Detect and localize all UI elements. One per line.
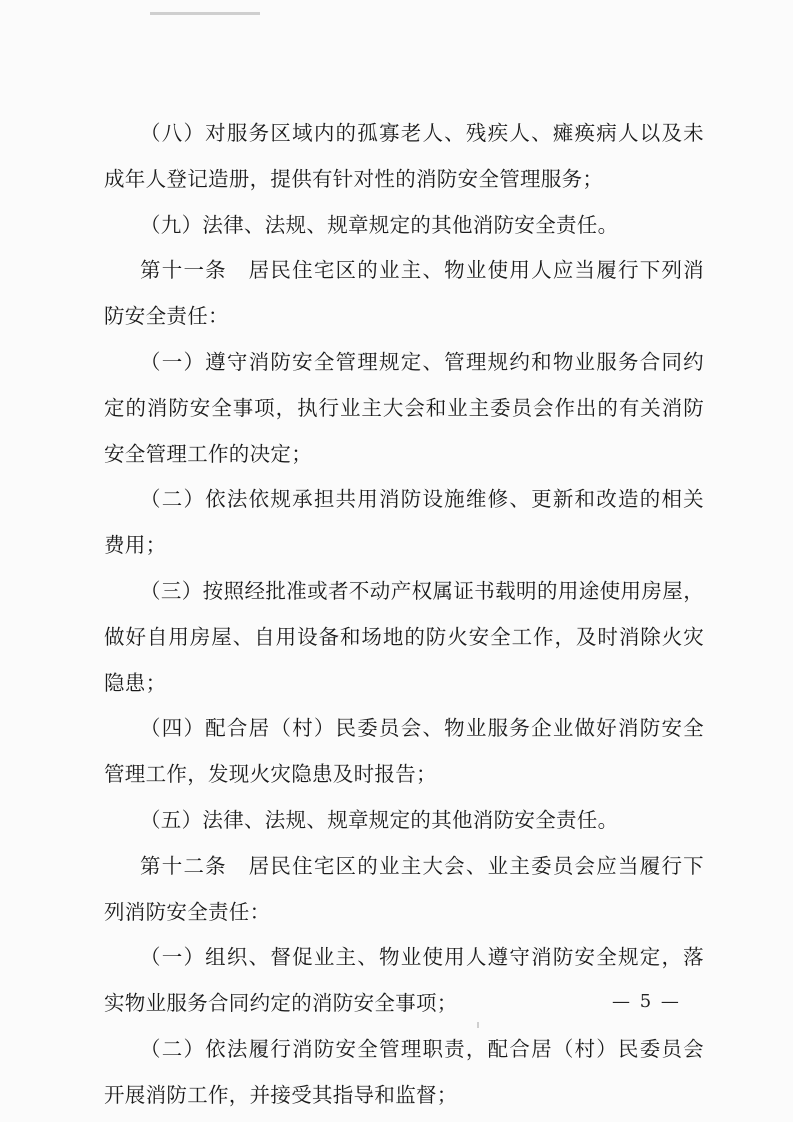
text-line: （二）依法依规承担共用消防设施维修、更新和改造的相关 <box>140 487 704 512</box>
text-line: 费用； <box>104 533 167 558</box>
text-line: 列消防安全责任： <box>104 899 271 924</box>
text-line: （三）按照经批准或者不动产权属证书载明的用途使用房屋， <box>140 578 704 603</box>
scan-mark <box>150 12 260 15</box>
text-line: （五）法律、法规、规章规定的其他消防安全责任。 <box>140 807 619 832</box>
text-line: （九）法律、法规、规章规定的其他消防安全责任。 <box>140 212 619 237</box>
text-line: （一）组织、督促业主、物业使用人遵守消防安全规定，落 <box>140 945 704 970</box>
text-line: 成年人登记造册，提供有针对性的消防安全管理服务； <box>104 166 604 191</box>
text-line: 防安全责任： <box>104 304 229 329</box>
text-line: 开展消防工作，并接受其指导和监督； <box>104 1082 458 1107</box>
text-line: 实物业服务合同约定的消防安全事项； <box>104 991 458 1016</box>
page-number: — 5 — <box>612 991 681 1012</box>
text-line: （八）对服务区域内的孤寡老人、残疾人、瘫痪病人以及未 <box>140 121 704 145</box>
text-line: （一）遵守消防安全管理规定、管理规约和物业服务合同约 <box>140 349 704 374</box>
text-line: （四）配合居（村）民委员会、物业服务企业做好消防安全 <box>140 716 704 741</box>
text-line: 安全管理工作的决定； <box>104 441 312 466</box>
text-line: 做好自用房屋、自用设备和场地的防火安全工作，及时消除火灾 <box>104 624 704 649</box>
article-heading-line: 第十二条 居民住宅区的业主大会、业主委员会应当履行下 <box>140 853 704 878</box>
text-line: （二）依法履行消防安全管理职责，配合居（村）民委员会 <box>140 1036 704 1061</box>
article-heading-line: 第十一条 居民住宅区的业主、物业使用人应当履行下列消 <box>140 258 704 283</box>
text-line: 定的消防安全事项，执行业主大会和业主委员会作出的有关消防 <box>104 395 704 420</box>
text-line: 隐患； <box>104 670 167 695</box>
body-text <box>104 111 704 1119</box>
text-line: 管理工作，发现火灾隐患及时报告； <box>104 762 437 787</box>
